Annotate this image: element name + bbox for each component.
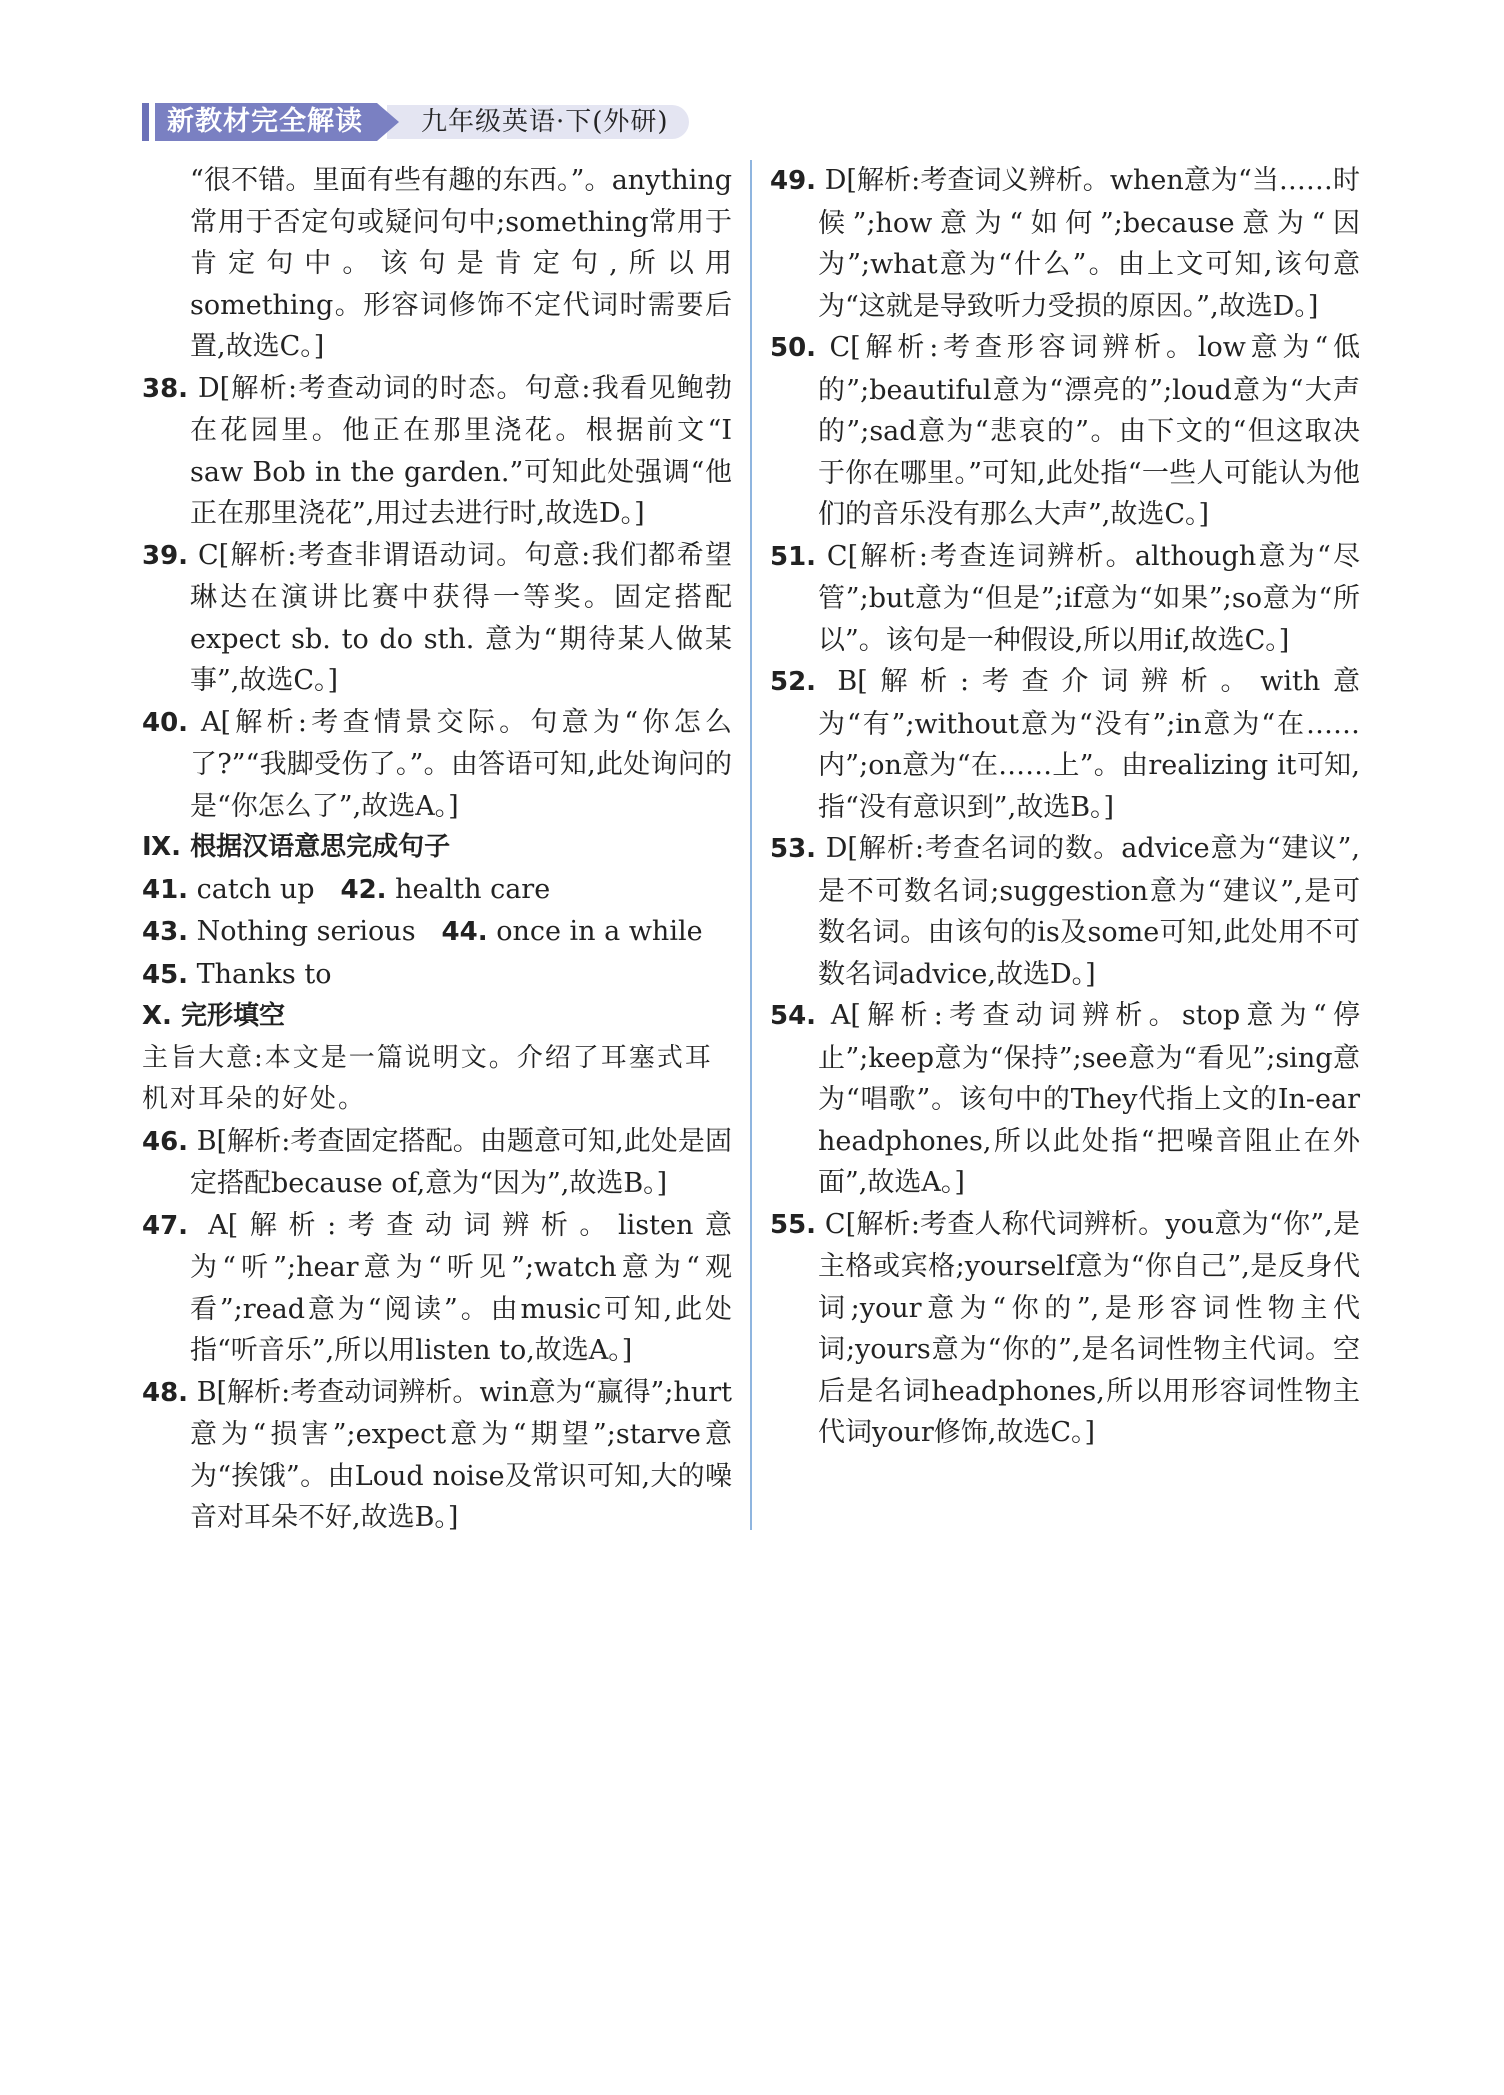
- answer-explanation: B[解析:考查固定搭配。由题意可知,此处是固定搭配because of,意为“因为”,故选B。]: [190, 1125, 732, 1199]
- answer-explanation: C[解析:考查连词辨析。although意为“尽管”;but意为“但是”;if意为“如果”;so意为“所以”。该句是一种假设,所以用if,故选C。]: [818, 540, 1360, 656]
- column-divider: [750, 160, 752, 1530]
- question-number: 51.: [770, 541, 817, 572]
- answer-item: [142, 535, 732, 702]
- answer-explanation: A[解析:考查动词辨析。listen意为“听”;hear意为“听见”;watch意为“观看”;read意为“阅读”。由music可知,此处指“听音乐”,所以用listen to,故选A。]: [190, 1209, 732, 1366]
- question-number: 42.: [340, 874, 387, 905]
- section-heading-10: Ⅹ. 完形填空: [142, 1001, 285, 1031]
- answer-explanation: C[解析:考查形容词辨析。low意为“低的”;beautiful意为“漂亮的”;loud意为“大声的”;sad意为“悲哀的”。由下文的“但这取决于你在哪里。”可知,此处指“一些人可能认为他们的音乐没有那么大声”,故选C。]: [818, 332, 1360, 530]
- question-number: 55.: [770, 1209, 817, 1240]
- question-number: 39.: [142, 540, 189, 571]
- header-accent-bar: [142, 103, 149, 141]
- answer-explanation: B[解析:考查动词辨析。win意为“赢得”;hurt意为“损害”;expect意为“期望”;starve意为“挨饿”。由Loud noise及常识可知,大的噪音对耳朵不好,故选B。]: [190, 1376, 732, 1533]
- answer-item: [770, 160, 1360, 327]
- question-number: 53.: [770, 834, 817, 864]
- answer-explanation: D[解析:考查动词的时态。句意:我看见鲍勃在花园里。他正在那里浇花。根据前文“I saw Bob in the garden.”可知此处强调“他正在那里浇花”,用过去进行时,故选D。]: [190, 372, 732, 529]
- answer-item: [770, 1204, 1360, 1454]
- fill-answer: [442, 911, 703, 954]
- series-title: 新教材完全解读: [155, 103, 377, 141]
- left-column: [142, 160, 732, 1539]
- question-number: 48.: [142, 1377, 189, 1408]
- section-heading-9: Ⅸ. 根据汉语意思完成句子: [142, 832, 451, 862]
- answer-item: [142, 702, 732, 828]
- fill-answer: [341, 869, 551, 912]
- question-number: 38.: [142, 373, 189, 404]
- answer-item: [142, 368, 732, 535]
- answer-list-b: [142, 1121, 732, 1539]
- fill-answer-text: once in a while: [496, 916, 703, 947]
- passage-summary: 主旨大意:本文是一篇说明文。介绍了耳塞式耳机对耳朵的好处。: [142, 1042, 713, 1114]
- answer-item: [770, 327, 1360, 536]
- question-number: 54.: [770, 1001, 817, 1031]
- question-number: 46.: [142, 1126, 189, 1157]
- answer-explanation: B[解析:考查介词辨析。with意为“有”;without意为“没有”;in意为“在……内”;on意为“在……上”。由realizing it可知,指“没有意识到”,故选B。]: [818, 666, 1360, 823]
- continued-answer: “很不错。里面有些有趣的东西。”。anything常用于否定句或疑问句中;something常用于肯定句中。该句是肯定句,所以用something。形容词修饰不定代词时需要后置,故选C。]: [190, 165, 732, 362]
- fill-answer-text: health care: [395, 873, 551, 905]
- question-number: 50.: [770, 333, 817, 363]
- answer-explanation: D[解析:考查名词的数。advice意为“建议”,是不可数名词;suggestion意为“建议”,是可数名词。由该句的is及some可知,此处用不可数名词advice,故选D。]: [818, 833, 1360, 990]
- answer-explanation: C[解析:考查非谓语动词。句意:我们都希望琳达在演讲比赛中获得一等奖。固定搭配expect sb. to do sth. 意为“期待某人做某事”,故选C。]: [190, 539, 732, 696]
- fill-answer-text: Thanks to: [196, 958, 332, 990]
- fill-answer: [142, 869, 315, 912]
- fill-answers: [142, 869, 732, 997]
- answer-item: [770, 536, 1360, 662]
- fill-answer: [142, 911, 416, 954]
- question-number: 40.: [142, 707, 189, 738]
- answer-item: [770, 661, 1360, 828]
- answer-list-c: [770, 160, 1360, 1454]
- answer-list-a: [142, 368, 732, 828]
- answer-explanation: A[解析:考查情景交际。句意为“你怎么了?”“我脚受伤了。”。由答语可知,此处询问的是“你怎么了”,故选A。]: [190, 706, 732, 822]
- page-header: [142, 102, 689, 142]
- book-title: 九年级英语·下(外研): [387, 105, 689, 139]
- question-number: 49.: [770, 166, 817, 196]
- answer-item: [770, 995, 1360, 1204]
- question-number: 47.: [142, 1210, 189, 1241]
- answer-item: [142, 1372, 732, 1539]
- answer-item: [142, 1121, 732, 1205]
- fill-answer: [142, 954, 331, 997]
- question-number: 41.: [142, 874, 189, 905]
- fill-answer-text: Nothing serious: [196, 916, 416, 947]
- right-column: [770, 160, 1360, 1454]
- answer-explanation: C[解析:考查人称代词辨析。you意为“你”,是主格或宾格;yourself意为“你自己”,是反身代词;your意为“你的”,是形容词性物主代词;yours意为“你的”,是名词性物主代词。空后是名词headphones,所以用形容词性物主代词your修饰,故选C。]: [818, 1208, 1360, 1448]
- answer-explanation: A[解析:考查动词辨析。stop意为“停止”;keep意为“保持”;see意为“看见”;sing意为“唱歌”。该句中的They代指上文的In-ear headphones,所以此处指“把噪音阻止在外面”,故选A。]: [818, 1000, 1360, 1198]
- fill-answer-text: catch up: [196, 873, 315, 905]
- answer-item: [770, 828, 1360, 995]
- question-number: 52.: [770, 667, 817, 697]
- question-number: 45.: [142, 959, 189, 990]
- question-number: 44.: [441, 917, 488, 947]
- question-number: 43.: [142, 917, 189, 947]
- answer-explanation: D[解析:考查词义辨析。when意为“当……时候”;how意为“如何”;because意为“因为”;what意为“什么”。由上文可知,该句意为“这就是导致听力受损的原因。”,故选D。]: [818, 165, 1360, 322]
- answer-item: [142, 1205, 732, 1372]
